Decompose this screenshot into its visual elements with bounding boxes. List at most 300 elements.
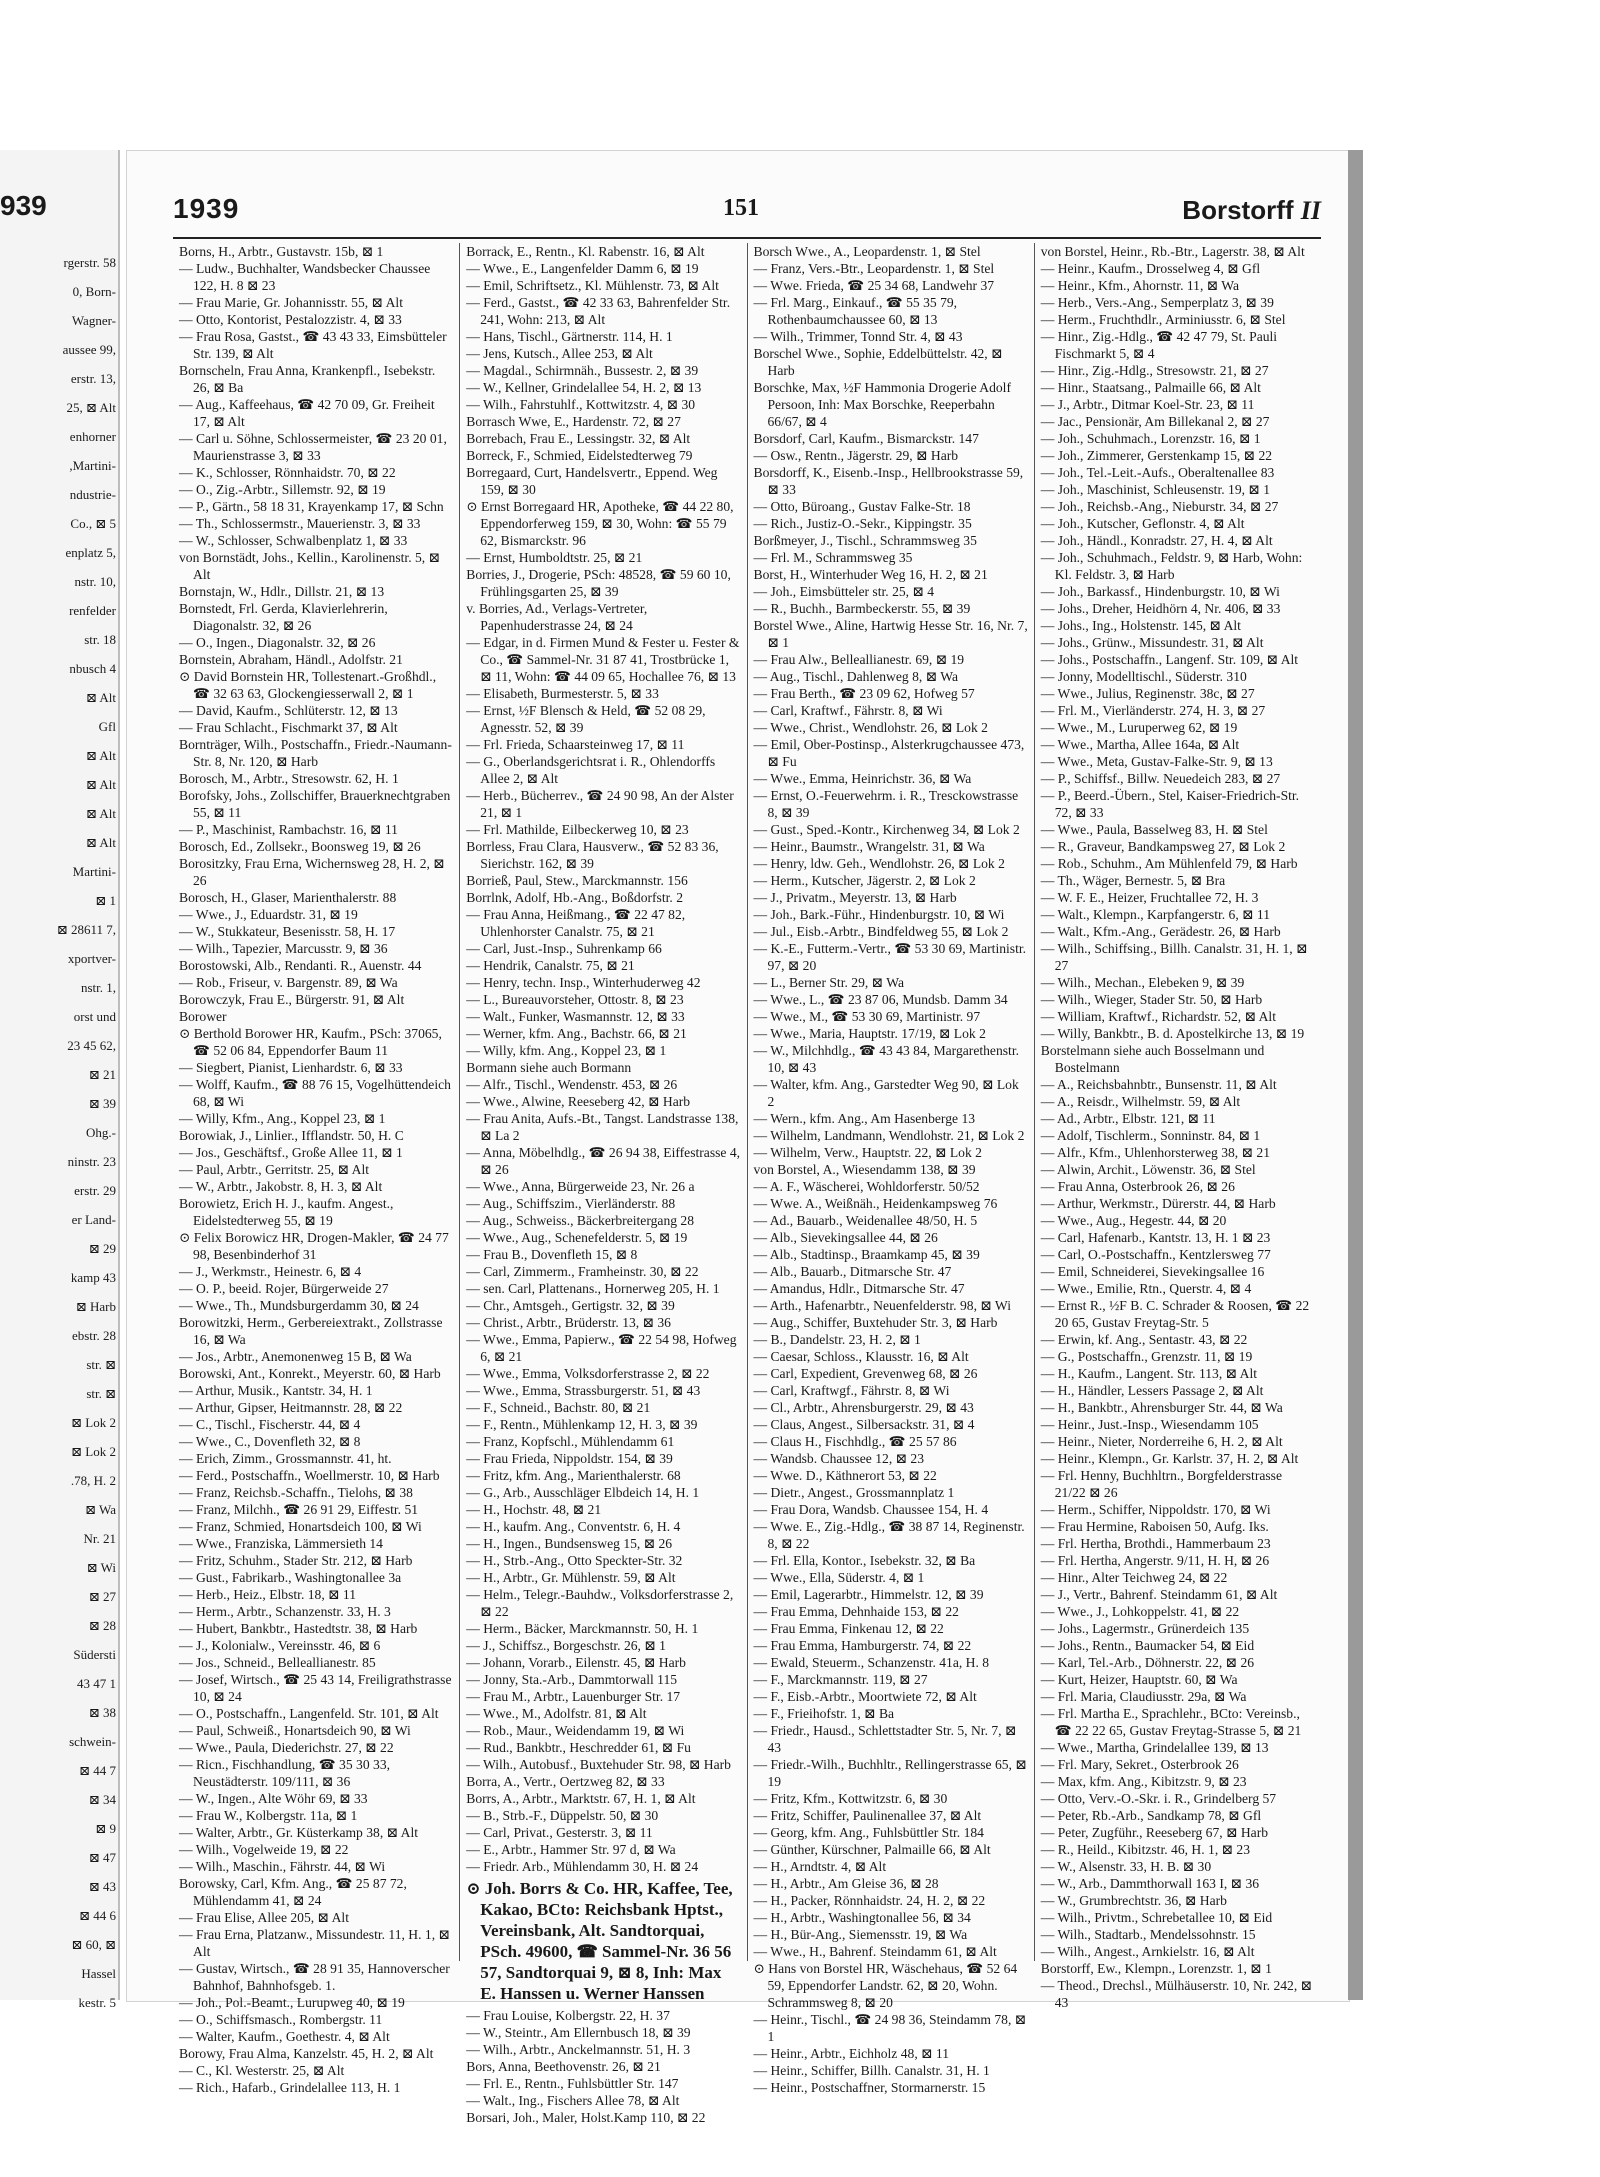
directory-entry: — Josef, Wirtsch., ☎ 25 43 14, Freiligrathstrasse 10, ⊠ 24: [179, 1672, 452, 1704]
directory-entry: — Ernst R., ½F B. C. Schrader & Roosen, ☎ 22 20 65, Gustav Freytag-Str. 5: [1040, 1298, 1310, 1330]
directory-entry: Borrlnk, Adolf, Hb.-Ang., Boßdorfstr. 2: [466, 890, 683, 905]
directory-entry: — Gust., Sped.-Kontr., Kirchenweg 34, ⊠ Lok 2: [753, 822, 1020, 837]
directory-entry: — Herb., Bücherrev., ☎ 24 90 98, An der Alster 21, ⊠ 1: [466, 788, 734, 820]
directory-entry: — Th., Wäger, Bernestr. 5, ⊠ Bra: [1040, 873, 1226, 888]
directory-entry: — Hubert, Bankbtr., Hastedtstr. 38, ⊠ Harb: [179, 1621, 418, 1636]
left-page-fragment-line: ninstr. 23: [67, 1154, 116, 1169]
directory-entry: — Wwe., Ella, Süderstr. 4, ⊠ 1: [753, 1570, 925, 1585]
directory-entry: — Alb., Bauarb., Ditmarsche Str. 47: [753, 1264, 952, 1279]
directory-entry: — Wilh., Stadtarb., Mendelssohnstr. 15: [1040, 1927, 1256, 1942]
directory-entry: Borrasch Wwe, E., Hardenstr. 72, ⊠ 27: [466, 414, 681, 429]
directory-entry: — Walt., Funker, Wasmannstr. 12, ⊠ 33: [466, 1009, 685, 1024]
directory-entry: — Wwe., Paula, Diederichstr. 27, ⊠ 22: [179, 1740, 394, 1755]
directory-entry: — Hinr., Zig.-Hdlg., ☎ 42 47 79, St. Pauli Fischmarkt 5, ⊠ 4: [1040, 329, 1278, 361]
directory-entry: — H., Packer, Rönnhaidstr. 24, H. 2, ⊠ 22: [753, 1893, 986, 1908]
directory-entry: — Alwin, Archit., Löwenstr. 36, ⊠ Stel: [1040, 1162, 1256, 1177]
directory-entry: — Rob., Schuhm., Am Mühlenfeld 79, ⊠ Harb: [1040, 856, 1298, 871]
directory-entry: — W. F. E., Heizer, Fruchtallee 72, H. 3: [1040, 890, 1259, 905]
directory-entry: — Magdal., Schirmnäh., Bussestr. 2, ⊠ 39: [466, 363, 699, 378]
directory-entry: — Ernst, O.-Feuerwehrm. i. R., Tresckowstrasse 8, ⊠ 39: [753, 788, 1019, 820]
directory-entry: — Edgar, in d. Firmen Mund & Fester u. Fester & Co., ☎ Sammel-Nr. 31 87 41, Trostbrücke 1, ⊠ 11, Wohn: ☎ 44 09 65, Hochallee 76, ⊠ 13: [466, 635, 740, 684]
directory-entry: — Amandus, Hdlr., Ditmarsche Str. 47: [753, 1281, 965, 1296]
left-page-fragment-line: nstr. 1,: [80, 980, 116, 995]
directory-entry: — Osw., Rentn., Jägerstr. 29, ⊠ Harb: [753, 448, 959, 463]
directory-entry: — Walter, Kaufm., Goethestr. 4, ⊠ Alt: [179, 2029, 390, 2044]
directory-entry: — Carl, Hafenarb., Kantstr. 13, H. 1 ⊠ 23: [1040, 1230, 1271, 1245]
page-edge: [1348, 150, 1363, 2000]
directory-entry: — Alb., Sievekingsallee 44, ⊠ 26: [753, 1230, 938, 1245]
directory-entry: — Wwe., Meta, Gustav-Falke-Str. 9, ⊠ 13: [1040, 754, 1273, 769]
directory-entry: Borstorff, Ew., Klempn., Lorenzstr. 1, ⊠ 1: [1040, 1961, 1272, 1976]
directory-entry: — Günther, Kürschner, Palmaille 66, ⊠ Alt: [753, 1842, 991, 1857]
directory-entry: — Johs., Grünw., Missundestr. 31, ⊠ Alt: [1040, 635, 1264, 650]
directory-entry: Borower: [179, 1009, 227, 1024]
directory-entry: — Johs., Dreher, Heidhörn 4, Nr. 406, ⊠ 33: [1040, 601, 1281, 616]
directory-entry: Borositzky, Frau Erna, Wichernsweg 28, H. 2, ⊠ 26: [179, 856, 445, 888]
directory-entry: — W., Ingen., Alte Wöhr 69, ⊠ 33: [179, 1791, 368, 1806]
left-page-fragment-line: ⊠ 28611 7,: [56, 922, 116, 937]
directory-entry: — Wwe., Emma, Heinrichstr. 36, ⊠ Wa: [753, 771, 972, 786]
directory-entry: — Frl. Martha E., Sprachlehr., BCto: Vereinsb., ☎ 22 22 65, Gustav Freytag-Strasse 5, ⊠ 21: [1040, 1706, 1302, 1738]
directory-entry: — Jens, Kutsch., Allee 253, ⊠ Alt: [466, 346, 653, 361]
directory-entry: — Otto, Verv.-O.-Skr. i. R., Grindelberg 57: [1040, 1791, 1277, 1806]
directory-entry: — Arthur, Werkmstr., Dürerstr. 44, ⊠ Harb: [1040, 1196, 1276, 1211]
left-page-fragment-line: Martini-: [72, 864, 116, 879]
directory-entry: — W., Steintr., Am Ellernbusch 18, ⊠ 39: [466, 2025, 691, 2040]
directory-entry: — Frl. E., Rentn., Fuhlsbüttler Str. 147: [466, 2076, 679, 2091]
left-page-fragment-line: ⊠ 28: [88, 1618, 116, 1633]
directory-column-1: [173, 243, 460, 2095]
directory-entry: — Frl. Frieda, Schaarsteinweg 17, ⊠ 11: [466, 737, 685, 752]
directory-entry: — Erwin, kf. Ang., Sentastr. 43, ⊠ 22: [1040, 1332, 1248, 1347]
directory-entry: — Henry, ldw. Geh., Wendlohstr. 26, ⊠ Lok 2: [753, 856, 1005, 871]
directory-entry: — Hinr., Staatsang., Palmaille 66, ⊠ Alt: [1040, 380, 1261, 395]
directory-entry: — Adolf, Tischlerm., Sonninstr. 84, ⊠ 1: [1040, 1128, 1261, 1143]
directory-entry: — R., Buchh., Barmbeckerstr. 55, ⊠ 39: [753, 601, 971, 616]
directory-entry: Borostowski, Alb., Rendanti. R., Auenstr. 44: [179, 958, 422, 973]
directory-entry: — Herb., Vers.-Ang., Semperplatz 3, ⊠ 39: [1040, 295, 1274, 310]
directory-entry: — Carl u. Söhne, Schlossermeister, ☎ 23 20 01, Maurienstrasse 3, ⊠ 33: [179, 431, 447, 463]
directory-entry: — Frl. Ella, Kontor., Isebekstr. 32, ⊠ Ba: [753, 1553, 976, 1568]
left-page-fragment-line: Hassel: [81, 1966, 116, 1981]
directory-entry: ⊙ Joh. Borrs & Co. HR, Kaffee, Tee, Kakao, BCto: Reichsbank Hptst., Vereinsbank, Alt. Sandtorquai, PSch. 49600, ☎ Sammel-Nr. 36 56 57, Sandtorquai 9, ⊠ 8, Inh: Max E. Hanssen u. Werner Hanssen: [466, 1879, 733, 2003]
directory-entry: — Jos., Schneid., Belleallianestr. 85: [179, 1655, 376, 1670]
directory-entry: — Jul., Eisb.-Arbtr., Bindfeldweg 55, ⊠ Lok 2: [753, 924, 1009, 939]
directory-entry: — Herm., Arbtr., Schanzenstr. 33, H. 3: [179, 1604, 391, 1619]
directory-entry: — Frl. Mary, Sekret., Osterbrook 26: [1040, 1757, 1239, 1772]
directory-entry: — Wwe., Emma, Strassburgerstr. 51, ⊠ 43: [466, 1383, 701, 1398]
directory-entry: — Ernst, ½F Blensch & Held, ☎ 52 08 29, Agnesstr. 52, ⊠ 39: [466, 703, 706, 735]
left-page-fragment-line: ⊠ 47: [88, 1850, 116, 1865]
directory-entry: — Hans, Tischl., Gärtnerstr. 114, H. 1: [466, 329, 673, 344]
directory-entry: ⊙ Felix Borowicz HR, Drogen-Makler, ☎ 24 77 98, Besenbinderhof 31: [179, 1230, 449, 1262]
directory-entry: — Franz, Milchh., ☎ 26 91 29, Eiffestr. 51: [179, 1502, 419, 1517]
directory-entry: — Carl, Kraftwgf., Fährstr. 8, ⊠ Wi: [753, 1383, 950, 1398]
directory-entry: — Frl. M., Schrammsweg 35: [753, 550, 913, 565]
directory-entry: — A., Reichsbahnbtr., Bunsenstr. 11, ⊠ Alt: [1040, 1077, 1277, 1092]
directory-entry: Borrebach, Frau E., Lessingstr. 32, ⊠ Alt: [466, 431, 691, 446]
left-page-fragment-line: ⊠ 21: [88, 1067, 116, 1082]
directory-entry: Borosch, H., Glaser, Marienthalerstr. 88: [179, 890, 397, 905]
directory-entry: — Franz, Schmied, Honartsdeich 100, ⊠ Wi: [179, 1519, 422, 1534]
left-page-fragment-line: ⊠ 1: [95, 893, 116, 908]
directory-entry: — Joh., Schuhmach., Lorenzstr. 16, ⊠ 1: [1040, 431, 1261, 446]
directory-entry: — Joh., Bark.-Führ., Hindenburgstr. 10, ⊠ Wi: [753, 907, 1005, 922]
directory-entry: — Friedr. Arb., Mühlendamm 30, H. ⊠ 24: [466, 1859, 699, 1874]
left-page-fragment-line: ⊠ 43: [88, 1879, 116, 1894]
running-head: [1182, 195, 1321, 226]
left-page-fragment-line: ⊠ Harb: [75, 1299, 116, 1314]
directory-entry: ⊙ David Bornstein HR, Tollestenart.-Großhdl., ☎ 32 63 63, Glockengiesserwall 2, ⊠ 1: [179, 669, 437, 701]
directory-entry: — Joh., Schuhmach., Feldstr. 9, ⊠ Harb, Wohn: Kl. Feldstr. 3, ⊠ Harb: [1040, 550, 1303, 582]
directory-entry: — Joh., Tel.-Leit.-Aufs., Oberaltenallee 83: [1040, 465, 1275, 480]
left-page-fragment-line: erstr. 29: [74, 1183, 116, 1198]
directory-entry: — Claus H., Fischhdlg., ☎ 25 57 86: [753, 1434, 957, 1449]
directory-entry: Borofsky, Johs., Zollschiffer, Brauerknechtgraben 55, ⊠ 11: [179, 788, 451, 820]
left-page-fragment-line: renfelder: [69, 603, 116, 618]
directory-entry: — Wwe., Paula, Basselweg 83, H. ⊠ Stel: [1040, 822, 1268, 837]
directory-entry: — Christ., Arbtr., Brüderstr. 13, ⊠ 36: [466, 1315, 671, 1330]
directory-entry: — Carl, Privat., Gesterstr. 3, ⊠ 11: [466, 1825, 653, 1840]
directory-entry: — Wwe., C., Dovenfleth 32, ⊠ 8: [179, 1434, 361, 1449]
directory-entry: — Werner, kfm. Ang., Bachstr. 66, ⊠ 21: [466, 1026, 687, 1041]
directory-entry: — Heinr., Kfm., Ahornstr. 11, ⊠ Wa: [1040, 278, 1240, 293]
left-page-fragment-line: rgerstr. 58: [63, 255, 116, 270]
directory-entry: — Herm., Schiffer, Nippoldstr. 170, ⊠ Wi: [1040, 1502, 1271, 1517]
directory-entry: — Wwe., Julius, Reginenstr. 38c, ⊠ 27: [1040, 686, 1255, 701]
directory-entry: — Carl, Just.-Insp., Suhrenkamp 66: [466, 941, 662, 956]
directory-entry: ⊙ Berthold Borower HR, Kaufm., PSch: 37065, ☎ 52 06 84, Eppendorfer Baum 11: [179, 1026, 442, 1058]
directory-entry: — Wwe., H., Bahrenf. Steindamm 61, ⊠ Alt: [753, 1944, 997, 1959]
directory-entry: — William, Kraftwf., Richardstr. 52, ⊠ Alt: [1040, 1009, 1276, 1024]
directory-entry: — P., Maschinist, Rambachstr. 16, ⊠ 11: [179, 822, 398, 837]
left-page-fragment-line: kamp 43: [70, 1270, 116, 1285]
directory-entry: Borosch, M., Arbtr., Stresowstr. 62, H. 1: [179, 771, 399, 786]
directory-entry: — Frau W., Kolbergstr. 11a, ⊠ 1: [179, 1808, 358, 1823]
directory-entry: — P., Gärtn., 58 18 31, Krayenkamp 17, ⊠ Schn: [179, 499, 444, 514]
directory-entry: — H., Bür-Ang., Siemensstr. 19, ⊠ Wa: [753, 1927, 968, 1942]
directory-entry: — Ferd., Gastst., ☎ 42 33 63, Bahrenfelder Str. 241, Wohn: 213, ⊠ Alt: [466, 295, 731, 327]
directory-entry: — J., Kolonialw., Vereinsstr. 46, ⊠ 6: [179, 1638, 381, 1653]
directory-entry: — Chr., Amtsgeh., Gertigstr. 32, ⊠ 39: [466, 1298, 675, 1313]
directory-entry: — H., kaufm. Ang., Conventstr. 6, H. 4: [466, 1519, 681, 1534]
left-page-fragment-line: ⊠ 39: [88, 1096, 116, 1111]
directory-entry: — Wwe., Martha, Allee 164a, ⊠ Alt: [1040, 737, 1240, 752]
directory-entry: — Carl, Expedient, Grevenweg 68, ⊠ 26: [753, 1366, 978, 1381]
directory-entry: Borßmeyer, J., Tischl., Schrammsweg 35: [753, 533, 977, 548]
left-page-fragment-line: kestr. 5: [78, 1995, 116, 2010]
directory-entry: — J., Schiffsz., Borgeschstr. 26, ⊠ 1: [466, 1638, 666, 1653]
left-page-fragment-line: nbusch 4: [69, 661, 116, 676]
directory-entry: — Kurt, Heizer, Hauptstr. 60, ⊠ Wa: [1040, 1672, 1238, 1687]
directory-entry: — Wwe., E., Langenfelder Damm 6, ⊠ 19: [466, 261, 699, 276]
left-page-fragment-line: Ohg.-: [86, 1125, 116, 1140]
directory-entry: — Willy, kfm. Ang., Koppel 23, ⊠ 1: [466, 1043, 667, 1058]
directory-entry: Borowiak, J., Linlier., Ifflandstr. 50, H. C: [179, 1128, 404, 1143]
directory-entry: — Hinr., Zig.-Hdlg., Stresowstr. 21, ⊠ 27: [1040, 363, 1269, 378]
directory-entry: — Wwe., Emilie, Rtn., Querstr. 4, ⊠ 4: [1040, 1281, 1252, 1296]
directory-entry: — Wwe., L., ☎ 23 87 06, Mundsb. Damm 34: [753, 992, 1008, 1007]
directory-entry: — Georg, kfm. Ang., Fuhlsbüttler Str. 184: [753, 1825, 984, 1840]
directory-page: [126, 150, 1350, 2125]
directory-entry: — Wilh., Privtm., Schrebetallee 10, ⊠ Eid: [1040, 1910, 1273, 1925]
left-page-fragment-line: xportver-: [67, 951, 116, 966]
directory-entry: — Jonny, Modelltischl., Süderstr. 310: [1040, 669, 1247, 684]
directory-entry: — P., Schiffsf., Billw. Neuedeich 283, ⊠ 27: [1040, 771, 1281, 786]
directory-entry: — Jos., Arbtr., Anemonenweg 15 B, ⊠ Wa: [179, 1349, 412, 1364]
directory-entry: — Herm., Bäcker, Marckmannstr. 50, H. 1: [466, 1621, 699, 1636]
directory-entry: — Frau Erna, Platzanw., Missundestr. 11, H. 1, ⊠ Alt: [179, 1927, 450, 1959]
directory-entry: — sen. Carl, Plattenans., Hornerweg 205, H. 1: [466, 1281, 720, 1296]
directory-entry: — F., Frieihofstr. 1, ⊠ Ba: [753, 1706, 895, 1721]
directory-entry: — H., Arbtr., Gr. Mühlenstr. 59, ⊠ Alt: [466, 1570, 676, 1585]
left-page-fragment-line: ⊠ Wa: [85, 1502, 116, 1517]
header-rule: [173, 237, 1321, 239]
left-page-fragment-line: er Land-: [71, 1212, 116, 1227]
directory-entry: — Helm., Telegr.-Bauhdw., Volksdorferstrasse 2, ⊠ 22: [466, 1587, 734, 1619]
directory-entry: — W., Alsenstr. 33, H. B. ⊠ 30: [1040, 1859, 1212, 1874]
directory-entry: — L., Berner Str. 29, ⊠ Wa: [753, 975, 904, 990]
directory-entry: — Wwe., Aug., Hegestr. 44, ⊠ 20: [1040, 1213, 1227, 1228]
directory-entry: — Frau B., Dovenfleth 15, ⊠ 8: [466, 1247, 638, 1262]
directory-entry: — C., Tischl., Fischerstr. 44, ⊠ 4: [179, 1417, 361, 1432]
directory-entry: — R., Heild., Kibitzstr. 46, H. 1, ⊠ 23: [1040, 1842, 1250, 1857]
directory-entry: — Walt., Ing., Fischers Allee 78, ⊠ Alt: [466, 2093, 680, 2108]
directory-entry: — Wwe., J., Lohkoppelstr. 41, ⊠ 22: [1040, 1604, 1240, 1619]
directory-entry: — Johs., Ing., Holstenstr. 145, ⊠ Alt: [1040, 618, 1241, 633]
directory-entry: Borsdorf, Carl, Kaufm., Bismarckstr. 147: [753, 431, 979, 446]
directory-entry: — Joh., Pol.-Beamt., Lurupweg 40, ⊠ 19: [179, 1995, 405, 2010]
directory-entry: — O., Zig.-Arbtr., Sillemstr. 92, ⊠ 19: [179, 482, 386, 497]
directory-entry: — L., Bureauvorsteher, Ottostr. 8, ⊠ 23: [466, 992, 684, 1007]
directory-entry: — Wilh., Wieger, Stader Str. 50, ⊠ Harb: [1040, 992, 1263, 1007]
directory-entry: — Elisabeth, Burmesterstr. 5, ⊠ 33: [466, 686, 659, 701]
directory-entry: — Aug., Tischl., Dahlenweg 8, ⊠ Wa: [753, 669, 959, 684]
left-page-fragment-line: ⊠ 34: [88, 1792, 116, 1807]
directory-entry: — Frau Berth., ☎ 23 09 62, Hofweg 57: [753, 686, 975, 701]
directory-entry: — Frl. Mathilde, Eilbeckerweg 10, ⊠ 23: [466, 822, 689, 837]
directory-entry: — Fritz, Kfm., Kottwitzstr. 6, ⊠ 30: [753, 1791, 948, 1806]
directory-entry: — H., Hochstr. 48, ⊠ 21: [466, 1502, 602, 1517]
directory-entry: — Frau Emma, Finkenau 12, ⊠ 22: [753, 1621, 944, 1636]
directory-entry: — W., Schlosser, Schwalbenplatz 1, ⊠ 33: [179, 533, 408, 548]
directory-entry: v. Borries, Ad., Verlags-Vertreter, Papenhuderstrasse 24, ⊠ 24: [466, 601, 648, 633]
directory-entry: Borowczyk, Frau E., Bürgerstr. 91, ⊠ Alt: [179, 992, 405, 1007]
directory-entry: Borreck, F., Schmied, Eidelstedterweg 79: [466, 448, 693, 463]
directory-entry: — Frl. Hertha, Angerstr. 9/11, H. H, ⊠ 26: [1040, 1553, 1270, 1568]
left-page-fragment-line: ⊠ Lok 2: [71, 1415, 116, 1430]
directory-entry: — Gust., Fabrikarb., Washingtonallee 3a: [179, 1570, 402, 1585]
directory-entry: Borowski, Ant., Konrekt., Meyerstr. 60, ⊠ Harb: [179, 1366, 441, 1381]
directory-entry: — Heinr., Baumstr., Wrangelstr. 31, ⊠ Wa: [753, 839, 985, 854]
left-page-fragment-line: ⊠ Alt: [85, 777, 116, 792]
left-page-fragment-line: ⊠ Alt: [85, 748, 116, 763]
directory-entry: — Fritz, kfm. Ang., Marienthalerstr. 68: [466, 1468, 681, 1483]
directory-entry: — W., Grumbrechtstr. 36, ⊠ Harb: [1040, 1893, 1227, 1908]
directory-entry: Borst, H., Winterhuder Weg 16, H. 2, ⊠ 21: [753, 567, 988, 582]
left-page-fragment-line: erstr. 13,: [70, 371, 116, 386]
left-page-fragment-line: Nr. 21: [83, 1531, 116, 1546]
directory-entry: — Willy, Bankbtr., B. d. Apostelkirche 13, ⊠ 19: [1040, 1026, 1305, 1041]
directory-entry: — Gustav, Wirtsch., ☎ 28 91 35, Hannoverscher Bahnhof, Bahnhofsgeb. 1.: [179, 1961, 450, 1993]
directory-entry: — Ferd., Postschaffn., Woellmerstr. 10, ⊠ Harb: [179, 1468, 440, 1483]
directory-entry: — Aug., Schweiss., Bäckerbreitergang 28: [466, 1213, 695, 1228]
left-page-fragment-line: Co., ⊠ 5: [70, 516, 116, 531]
directory-entry: Borra, A., Vertr., Oertzweg 82, ⊠ 33: [466, 1774, 665, 1789]
directory-entry: — Carl, O.-Postschaffn., Kentzlersweg 77: [1040, 1247, 1271, 1262]
directory-entry: Borschke, Max, ½F Hammonia Drogerie Adolf Persoon, Inh: Max Borschke, Reeperbahn 66/67, ⊠ 4: [753, 380, 1011, 429]
directory-entry: — Joh., Händl., Konradstr. 27, H. 4, ⊠ Alt: [1040, 533, 1273, 548]
left-page-fragment-line: str. ⊠: [86, 1357, 116, 1372]
directory-entry: Borstel Wwe., Aline, Hartwig Hesse Str. 16, Nr. 7, ⊠ 1: [753, 618, 1028, 650]
directory-entry: Borrless, Frau Clara, Hausverw., ☎ 52 83 36, Sierichstr. 162, ⊠ 39: [466, 839, 719, 871]
directory-entry: — K.-E., Futterm.-Vertr., ☎ 53 30 69, Martinistr. 97, ⊠ 20: [753, 941, 1027, 973]
directory-entry: — F., Rentn., Mühlenkamp 12, H. 3, ⊠ 39: [466, 1417, 698, 1432]
directory-entry: — Frl. Maria, Claudiusstr. 29a, ⊠ Wa: [1040, 1689, 1247, 1704]
directory-entry: — Frl. Marg., Einkauf., ☎ 55 35 79, Rothenbaumchaussee 60, ⊠ 13: [753, 295, 958, 327]
directory-entry: — Willy, Kfm., Ang., Koppel 23, ⊠ 1: [179, 1111, 386, 1126]
left-page-fragment-line: ⊠ 27: [88, 1589, 116, 1604]
left-page-fragment-line: orst und: [73, 1009, 116, 1024]
left-page-fragment-line: schwein-: [69, 1734, 116, 1749]
directory-entry: Borowietz, Erich H. J., kaufm. Angest., Eidelstedterweg 55, ⊠ 19: [179, 1196, 394, 1228]
directory-entry: ⊙ Ernst Borregaard HR, Apotheke, ☎ 44 22 80, Eppendorferweg 159, ⊠ 30, Wohn: ☎ 55 79 62, Bismarckstr. 96: [466, 499, 734, 548]
directory-entry: — Fritz, Schuhm., Stader Str. 212, ⊠ Harb: [179, 1553, 413, 1568]
directory-entry: — David, Kaufm., Schlüterstr. 12, ⊠ 13: [179, 703, 398, 718]
directory-entry: — Heinr., Schiffer, Billh. Canalstr. 31, H. 1: [753, 2063, 990, 2078]
directory-entry: — Theod., Drechsl., Mülhäuserstr. 10, Nr. 242, ⊠ 43: [1040, 1978, 1313, 2010]
directory-entry: von Bornstädt, Johs., Kellin., Karolinenstr. 5, ⊠ Alt: [179, 550, 440, 582]
directory-entry: — Frl. Hertha, Brothdi., Hammerbaum 23: [1040, 1536, 1271, 1551]
directory-entry: — Wwe., Maria, Hauptstr. 17/19, ⊠ Lok 2: [753, 1026, 986, 1041]
directory-entry: — Wwe. E., Zig.-Hdlg., ☎ 38 87 14, Reginenstr. 8, ⊠ 22: [753, 1519, 1025, 1551]
directory-entry: — H., Ingen., Bundsensweg 15, ⊠ 26: [466, 1536, 673, 1551]
directory-column-3: [748, 243, 1035, 2095]
directory-entry: — Arthur, Gipser, Heitmannstr. 28, ⊠ 22: [179, 1400, 403, 1415]
directory-entry: — Walter, Arbtr., Gr. Küsterkamp 38, ⊠ Alt: [179, 1825, 419, 1840]
directory-entry: Borries, J., Drogerie, PSch: 48528, ☎ 59 60 10, Frühlingsgarten 25, ⊠ 39: [466, 567, 731, 599]
directory-entry: — Frau Dora, Wandsb. Chaussee 154, H. 4: [753, 1502, 989, 1517]
directory-entry: — Frau Marie, Gr. Johannisstr. 55, ⊠ Alt: [179, 295, 403, 310]
left-page-fragment-line: ,Martini-: [69, 458, 116, 473]
directory-entry: — Wilh., Trimmer, Tonnd Str. 4, ⊠ 43: [753, 329, 963, 344]
directory-entry: — Heinr., Klempn., Gr. Karlstr. 37, H. 2, ⊠ Alt: [1040, 1451, 1299, 1466]
directory-entry: — J., Werkmstr., Heinestr. 6, ⊠ 4: [179, 1264, 362, 1279]
directory-columns: [173, 243, 1321, 2125]
directory-column-2: [460, 243, 747, 2125]
left-page-fragment-line: ⊠ 44 7: [79, 1763, 116, 1778]
directory-entry: — Heinr., Postschaffner, Stormarnerstr. 15: [753, 2080, 986, 2095]
directory-entry: — Rich., Justiz-O.-Sekr., Kippingstr. 35: [753, 516, 972, 531]
directory-entry: — Frau Hermine, Raboisen 50, Aufg. Iks.: [1040, 1519, 1269, 1534]
directory-entry: — Wwe., Martha, Grindelallee 139, ⊠ 13: [1040, 1740, 1269, 1755]
directory-entry: — Wilhelm, Landmann, Wendlohstr. 21, ⊠ Lok 2: [753, 1128, 1025, 1143]
directory-entry: Bornstein, Abraham, Händl., Adolfstr. 21: [179, 652, 403, 667]
directory-entry: — Heinr., Nieter, Norderreihe 6, H. 2, ⊠ Alt: [1040, 1434, 1283, 1449]
directory-entry: — Franz, Kopfschl., Mühlendamm 61: [466, 1434, 675, 1449]
directory-entry: — H., Strb.-Ang., Otto Speckter-Str. 32: [466, 1553, 683, 1568]
directory-entry: — Frl. Henny, Buchhltrn., Borgfelderstrasse 21/22 ⊠ 26: [1040, 1468, 1282, 1500]
left-page-fragment-line: ⊠ 29: [88, 1241, 116, 1256]
directory-entry: Borns, H., Arbtr., Gustavstr. 15b, ⊠ 1: [179, 244, 384, 259]
directory-entry: — Ludw., Buchhalter, Wandsbecker Chaussee 122, H. 8 ⊠ 23: [179, 261, 431, 293]
directory-entry: — Emil, Schriftsetz., Kl. Mühlenstr. 73, ⊠ Alt: [466, 278, 719, 293]
directory-entry: — Fritz, Schiffer, Paulinenallee 37, ⊠ Alt: [753, 1808, 982, 1823]
directory-entry: — W., Stukkateur, Besenisstr. 58, H. 17: [179, 924, 396, 939]
directory-entry: — H., Arbtr., Am Gleise 36, ⊠ 28: [753, 1876, 939, 1891]
left-page-fragment-line: Gfl: [98, 719, 116, 734]
left-page-fragment-line: enhorner: [69, 429, 116, 444]
directory-entry: — Wwe., Franziska, Lämmersieth 14: [179, 1536, 383, 1551]
directory-entry: — O., Schiffsmasch., Rombergstr. 11: [179, 2012, 383, 2027]
directory-entry: — H., Arndtstr. 4, ⊠ Alt: [753, 1859, 887, 1874]
directory-entry: — Ad., Arbtr., Elbstr. 121, ⊠ 11: [1040, 1111, 1216, 1126]
directory-entry: Borregaard, Curt, Handelsvertr., Eppend. Weg 159, ⊠ 30: [466, 465, 718, 497]
directory-entry: — W., Arbtr., Jakobstr. 8, H. 3, ⊠ Alt: [179, 1179, 383, 1194]
directory-entry: — W., Arb., Dammthorwall 163 I, ⊠ 36: [1040, 1876, 1260, 1891]
directory-entry: — H., Arbtr., Washingtonallee 56, ⊠ 34: [753, 1910, 971, 1925]
directory-entry: von Borstel, Heinr., Rb.-Btr., Lagerstr. 38, ⊠ Alt: [1040, 244, 1305, 259]
directory-entry: — Wilh., Angest., Arnkielstr. 16, ⊠ Alt: [1040, 1944, 1255, 1959]
directory-entry: Borsch Wwe., A., Leopardenstr. 1, ⊠ Stel: [753, 244, 981, 259]
directory-entry: — Frau Rosa, Gastst., ☎ 43 43 33, Eimsbütteler Str. 139, ⊠ Alt: [179, 329, 447, 361]
directory-entry: — Heinr., Arbtr., Eichholz 48, ⊠ 11: [753, 2046, 950, 2061]
directory-entry: — Otto, Büroang., Gustav Falke-Str. 18: [753, 499, 971, 514]
directory-entry: — Emil, Ober-Postinsp., Alsterkrugchaussee 473, ⊠ Fu: [753, 737, 1025, 769]
left-page-fragment-line: ndustrie-: [69, 487, 116, 502]
directory-entry: — Rob., Friseur, v. Bargenstr. 89, ⊠ Wa: [179, 975, 398, 990]
directory-entry: — Wilh., Schiffsing., Billh. Canalstr. 31, H. 1, ⊠ 27: [1040, 941, 1308, 973]
directory-entry: — Friedr.-Wilh., Buchhltr., Rellingerstrasse 65, ⊠ 19: [753, 1757, 1027, 1789]
directory-entry: — G., Postschaffn., Grenzstr. 11, ⊠ 19: [1040, 1349, 1253, 1364]
directory-entry: — Johann, Vorarb., Eilenstr. 45, ⊠ Harb: [466, 1655, 686, 1670]
directory-entry: — Wwe., M., Adolfstr. 81, ⊠ Alt: [466, 1706, 647, 1721]
directory-entry: Borrs, A., Arbtr., Marktstr. 67, H. 1, ⊠ Alt: [466, 1791, 696, 1806]
directory-entry: Borowitzki, Herm., Gerbereiextrakt., Zollstrasse 16, ⊠ Wa: [179, 1315, 443, 1347]
directory-entry: — Wwe., M., Luruperweg 62, ⊠ 19: [1040, 720, 1238, 735]
left-page-fragment-line: 25, ⊠ Alt: [66, 400, 116, 415]
directory-entry: — Wwe. A., Weißnäh., Heidenkampsweg 76: [753, 1196, 998, 1211]
directory-entry: — Wwe., Anna, Bürgerweide 23, Nr. 26 a: [466, 1179, 695, 1194]
directory-entry: — Johs., Lagermstr., Grünerdeich 135: [1040, 1621, 1250, 1636]
directory-entry: — Frau Emma, Hamburgerstr. 74, ⊠ 22: [753, 1638, 972, 1653]
directory-entry: — R., Graveur, Bandkampsweg 27, ⊠ Lok 2: [1040, 839, 1286, 854]
left-page-fragment-line: ⊠ Lok 2: [71, 1444, 116, 1459]
directory-entry: — Walter, kfm. Ang., Garstedter Weg 90, ⊠ Lok 2: [753, 1077, 1019, 1109]
directory-entry: Borosch, Ed., Zollsekr., Boonsweg 19, ⊠ 26: [179, 839, 421, 854]
directory-entry: — G., Arb., Ausschläger Elbdeich 14, H. 1: [466, 1485, 700, 1500]
directory-entry: — Joh., Eimsbütteler str. 25, ⊠ 4: [753, 584, 935, 599]
directory-entry: — Wwe. D., Käthnerort 53, ⊠ 22: [753, 1468, 937, 1483]
directory-entry: ⊙ Hans von Borstel HR, Wäschehaus, ☎ 52 64 59, Eppendorfer Landstr. 62, ⊠ 20, Wohn. Schrammsweg 8, ⊠ 20: [753, 1961, 1018, 2010]
directory-entry: — Wilh., Arbtr., Anckelmannstr. 51, H. 3: [466, 2042, 691, 2057]
directory-entry: — Hinr., Alter Teichweg 24, ⊠ 22: [1040, 1570, 1228, 1585]
directory-entry: — Johs., Rentn., Baumacker 54, ⊠ Eid: [1040, 1638, 1255, 1653]
directory-entry: — Frau Schlacht., Fischmarkt 37, ⊠ Alt: [179, 720, 398, 735]
directory-column-4: [1035, 243, 1321, 2010]
directory-entry: — Wwe., Emma, Volksdorferstrasse 2, ⊠ 22: [466, 1366, 710, 1381]
directory-entry: — Rich., Hafarb., Grindelallee 113, H. 1: [179, 2080, 401, 2095]
directory-entry: Bormann siehe auch Bormann: [466, 1060, 632, 1075]
directory-entry: — E., Arbtr., Hammer Str. 97 d, ⊠ Wa: [466, 1842, 676, 1857]
directory-entry: — Cl., Arbtr., Ahrensburgerstr. 29, ⊠ 43: [753, 1400, 974, 1415]
directory-entry: — J., Vertr., Bahrenf. Steindamm 61, ⊠ Alt: [1040, 1587, 1278, 1602]
directory-entry: — Wwe., Emma, Papierw., ☎ 22 54 98, Hofweg 6, ⊠ 21: [466, 1332, 737, 1364]
directory-entry: — Ad., Bauarb., Weidenallee 48/50, H. 5: [753, 1213, 978, 1228]
directory-entry: — Jac., Pensionär, Am Billekanal 2, ⊠ 27: [1040, 414, 1270, 429]
directory-entry: — Frau Emma, Dehnhaide 153, ⊠ 22: [753, 1604, 959, 1619]
left-page-fragment-line: enplatz 5,: [65, 545, 116, 560]
